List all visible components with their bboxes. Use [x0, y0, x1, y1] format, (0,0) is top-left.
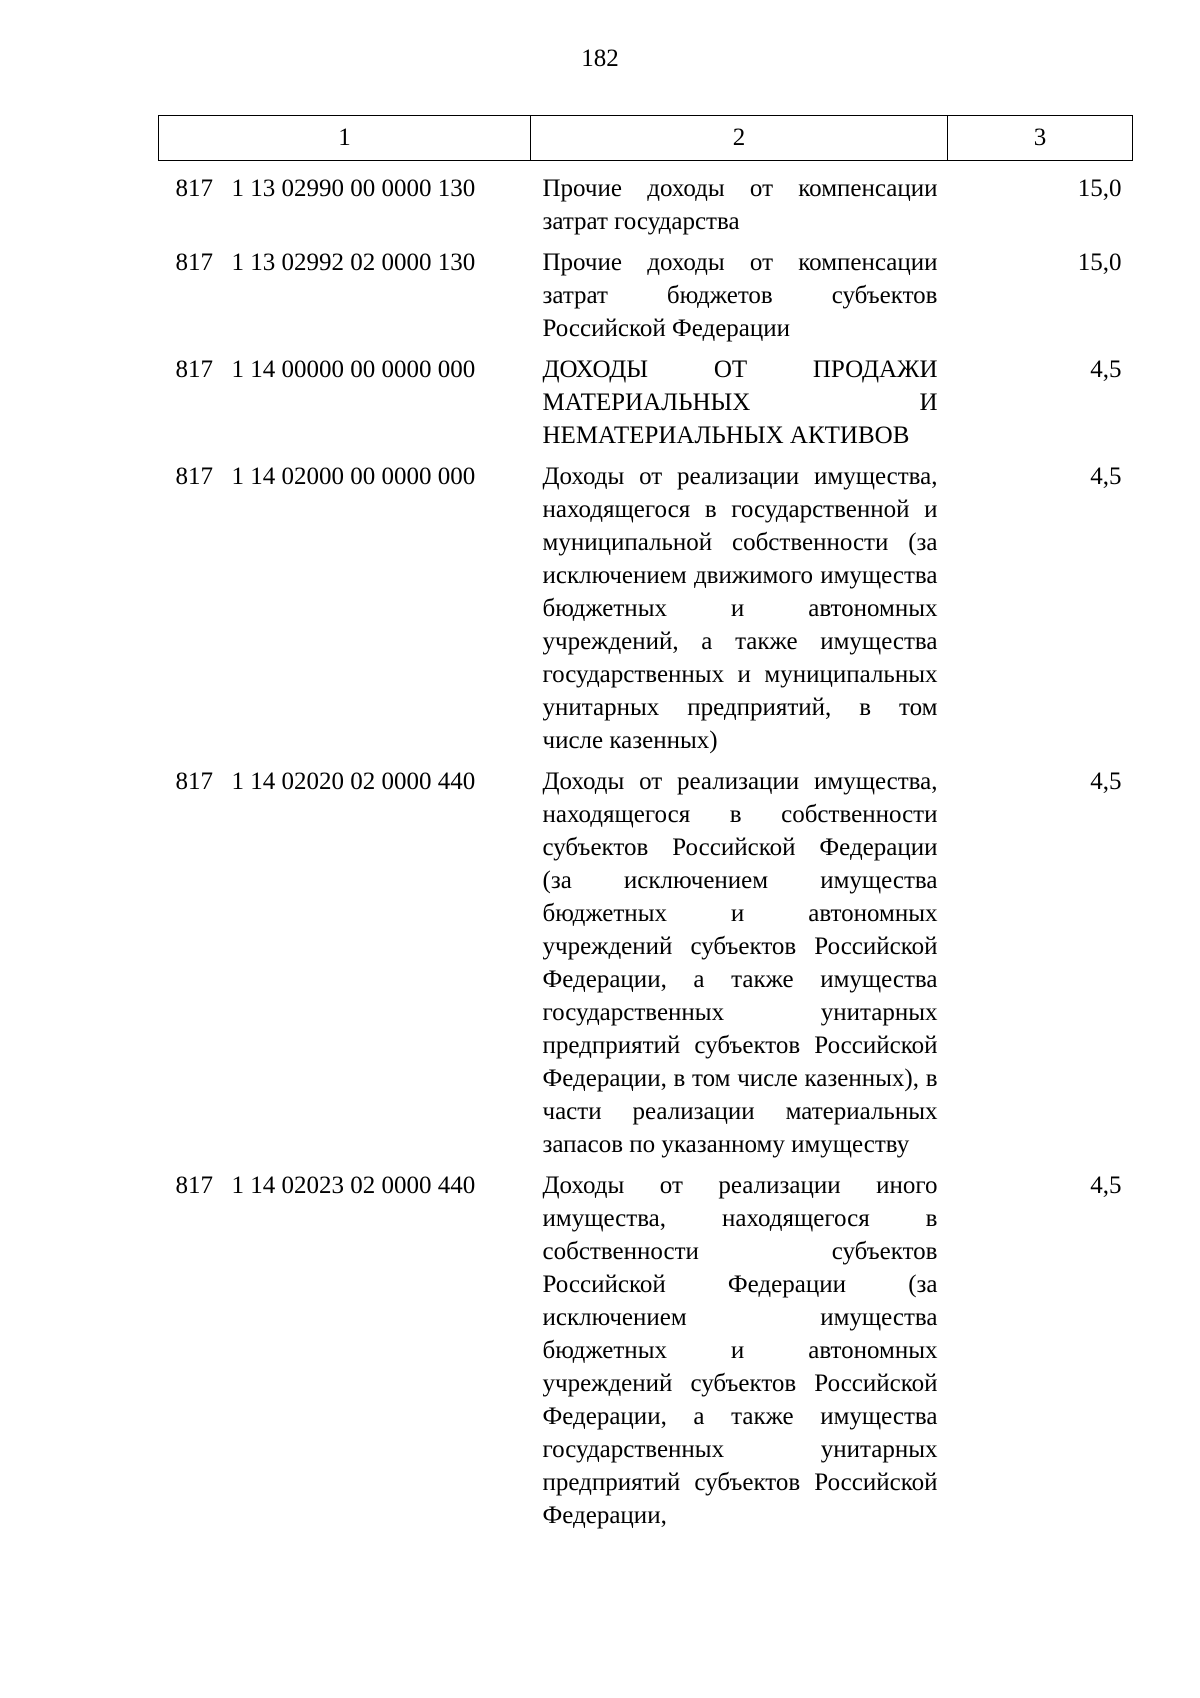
revenue-code: 1 13 02992 02 0000 130	[231, 249, 476, 276]
code-cell	[159, 1161, 531, 1532]
revenue-code: 1 14 02000 00 0000 000	[231, 463, 476, 490]
header-row	[159, 116, 1133, 161]
description-cell: Доходы от реализации иного имущества, находящегося в собственности субъектов Российской Федерации (за исключением имущества бюджетных и автономных учреждений субъектов Российской Федерации, а также имущества государственных унитарных предприятий субъектов Российской Федерации,	[542, 1172, 938, 1529]
revenue-code: 1 14 00000 00 0000 000	[231, 356, 476, 383]
header-col-1: 1	[159, 116, 531, 161]
code-cell	[159, 238, 531, 345]
code-cell	[159, 161, 531, 239]
table-body	[159, 161, 1133, 1533]
table-header	[159, 116, 1133, 161]
amount-cell: 4,5	[1090, 463, 1122, 490]
admin-code: 817	[175, 768, 213, 795]
description-cell: Доходы от реализации имущества, находящегося в собственности субъектов Российской Федерации (за исключением имущества бюджетных и автономных учреждений субъектов Российской Федерации, а также имущества государственных унитарных предприятий субъектов Российской Федерации, в том числе казенных), в части реализации материальных запасов по указанному имуществу	[542, 768, 938, 1158]
code-cell	[159, 452, 531, 757]
admin-code: 817	[175, 356, 213, 383]
table-row	[159, 452, 1133, 757]
admin-code: 817	[175, 463, 213, 490]
revenue-code: 1 14 02020 02 0000 440	[231, 768, 476, 795]
table-row	[159, 1161, 1133, 1532]
description-cell: Прочие доходы от компенсации затрат бюджетов субъектов Российской Федерации	[542, 249, 938, 342]
table-row	[159, 161, 1133, 239]
page-number: 182	[581, 45, 619, 72]
table-row	[159, 345, 1133, 452]
revenue-code: 1 13 02990 00 0000 130	[231, 175, 476, 202]
description-cell: ДОХОДЫ ОТ ПРОДАЖИ МАТЕРИАЛЬНЫХ И НЕМАТЕРИАЛЬНЫХ АКТИВОВ	[542, 356, 938, 449]
revenue-table	[158, 115, 1133, 1532]
admin-code: 817	[175, 175, 213, 202]
amount-cell: 4,5	[1090, 356, 1122, 383]
code-cell	[159, 757, 531, 1161]
header-col-2: 2	[531, 116, 948, 161]
table-row	[159, 238, 1133, 345]
revenue-code: 1 14 02023 02 0000 440	[231, 1172, 476, 1199]
description-cell: Доходы от реализации имущества, находящегося в государственной и муниципальной собственности (за исключением движимого имущества бюджетных и автономных учреждений, а также имущества государственных и муниципальных унитарных предприятий, в том числе казенных)	[542, 463, 938, 754]
code-cell	[159, 345, 531, 452]
header-col-3: 3	[948, 116, 1133, 161]
amount-cell: 15,0	[1077, 249, 1122, 276]
amount-cell: 4,5	[1090, 1172, 1122, 1199]
table-row	[159, 757, 1133, 1161]
amount-cell: 4,5	[1090, 768, 1122, 795]
admin-code: 817	[175, 249, 213, 276]
admin-code: 817	[175, 1172, 213, 1199]
description-cell: Прочие доходы от компенсации затрат государства	[542, 175, 938, 235]
amount-cell: 15,0	[1077, 175, 1122, 202]
